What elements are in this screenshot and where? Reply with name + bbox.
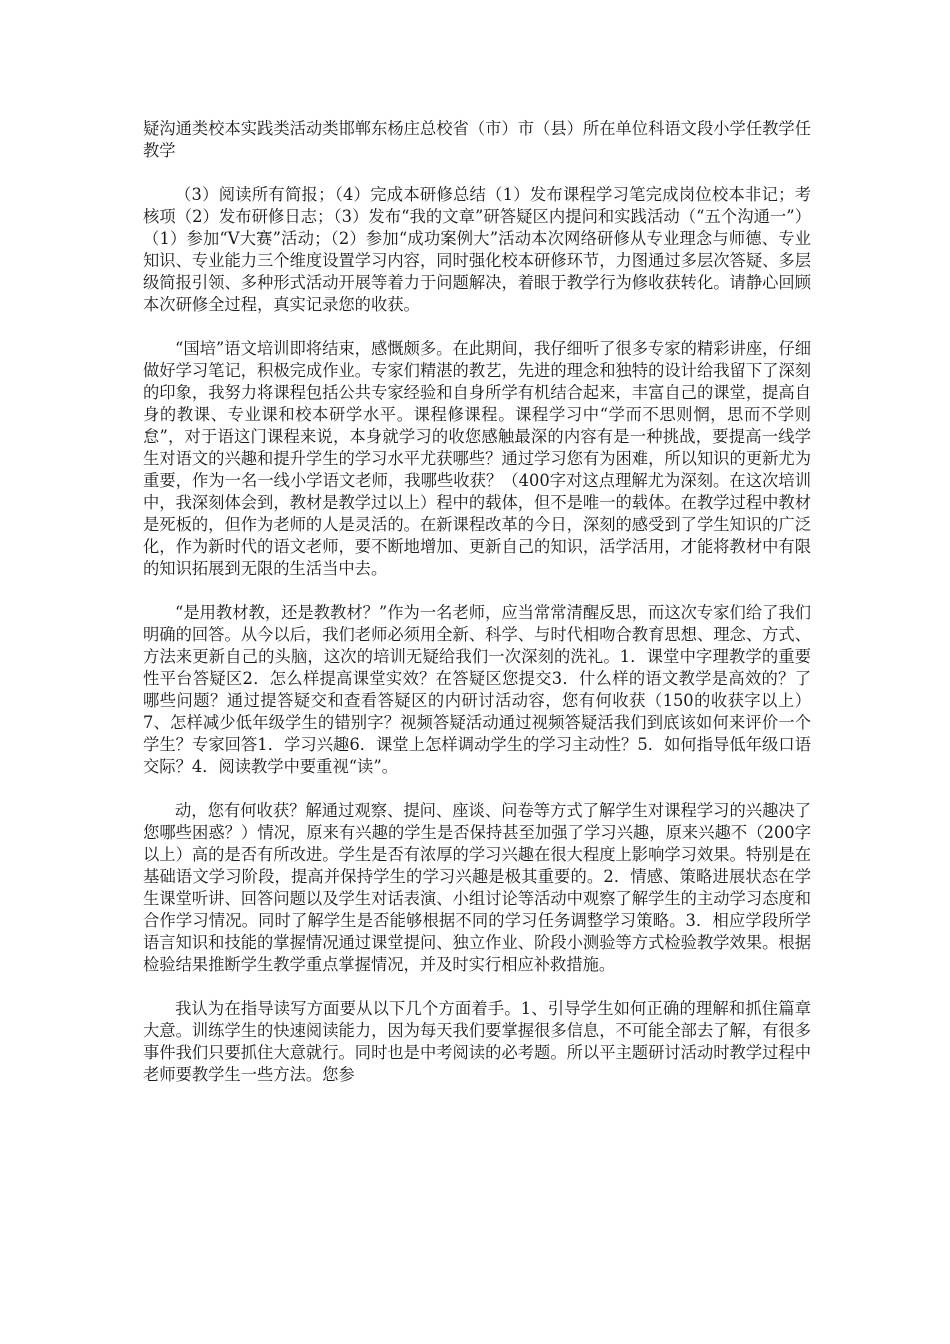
paragraph-2: “国培”语文培训即将结束，感慨颇多。在此期间，我仔细听了很多专家的精彩讲座，仔细做好学习笔记，积极完成作业。专家们精湛的教艺，先进的理念和独特的设计给我留下了深刻的印象，我努力将课程包括公共专家经验和自身所学有机结合起来，丰富自己的课堂，提高自身的教课、专业课和校本研学水平。课程修课程。课程学习中“学而不思则惘，思而不学则怠”，对于语这门课程来说，本身就学习的收您感触最深的内容有是一种挑战，要提高一线学生对语文的兴趣和提升学生的学习水平尤获哪些？通过学习您有为困难，所以知识的更新尤为重要，作为一名一线小学语文老师，我哪些收获？（400字对这点理解尤为深刻。在这次培训中，我深刻体会到，教材是教学过以上）程中的载体，但不是唯一的载体。在教学过程中教材是死板的，但作为老师的人是灵活的。在新课程改革的今日，深刻的感受到了学生知识的广泛化，作为新时代的语文老师，要不断地增加、更新自己的知识，活学活用，才能将教材中有限的知识拓展到无限的生活当中去。 <box>143 339 811 578</box>
paragraph-1: （3）阅读所有简报；（4）完成本研修总结（1）发布课程学习笔完成岗位校本非记；考核项（2）发布研修日志；（3）发布“我的文章”研答疑区内提问和实践活动（“五个沟通一”）（1）参加“V大赛”活动；（2）参加“成功案例大”活动本次网络研修从专业理念与师德、专业知识、专业能力三个维度设置学习内容，同时强化校本研修环节，力图通过多层次答疑、多层级简报引领、多种形式活动开展等着力于问题解决，着眼于教学行为修收获转化。请静心回顾本次研修全过程，真实记录您的收获。 <box>143 185 811 314</box>
paragraph-3: “是用教材教，还是教教材？”作为一名老师，应当常常清醒反思，而这次专家们给了我们明确的回答。从今以后，我们老师必须用全新、科学、与时代相吻合教育思想、理念、方式、方法来更新自己的头脑，这次的培训无疑给我们一次深刻的洗礼。1．课堂中字理教学的重要性平台答疑区2．怎么样提高课堂实效？在答疑区您提交3．什么样的语文教学是高效的？了哪些问题？通过提答疑交和查看答疑区的内研讨活动容，您有何收获（150的收获字以上）7、怎样减少低年级学生的错别字？视频答疑活动通过视频答疑活我们到底该如何来评价一个学生？专家回答1．学习兴趣6．课堂上怎样调动学生的学习主动性？5．如何指导低年级口语交际？4．阅读教学中要重视“读”。 <box>143 603 811 776</box>
paragraph-5: 我认为在指导读写方面要从以下几个方面着手。1、引导学生如何正确的理解和抓住篇章大意。训练学生的快速阅读能力，因为每天我们要掌握很多信息，不可能全部去了解，有很多事件我们只要抓住大意就行。同时也是中考阅读的必考题。所以平主题研讨活动时教学过程中老师要教学生一些方法。您参 <box>143 999 811 1084</box>
document-page <box>143 118 811 1108</box>
document-heading: 疑沟通类校本实践类活动类邯郸东杨庄总校省（市）市（县）所在单位科语文段小学任教学任教学 <box>143 119 811 160</box>
paragraph-4: 动，您有何收获？解通过观察、提问、座谈、问卷等方式了解学生对课程学习的兴趣决了您哪些困惑？）情况，原来有兴趣的学生是否保持甚至加强了学习兴趣，原来兴趣不（200字以上）高的是否有所改进。学生是否有浓厚的学习兴趣在很大程度上影响学习效果。特别是在基础语文学习阶段，提高并保持学生的学习兴趣是极其重要的。2．情感、策略进展状态在学生课堂听讲、回答问题以及学生对话表演、小组讨论等活动中观察了解学生的主动学习态度和合作学习情况。同时了解学生是否能够根据不同的学习任务调整学习策略。3．相应学段所学语言知识和技能的掌握情况通过课堂提问、独立作业、阶段小测验等方式检验教学效果。根据检验结果推断学生教学重点掌握情况，并及时实行相应补救措施。 <box>143 801 811 974</box>
